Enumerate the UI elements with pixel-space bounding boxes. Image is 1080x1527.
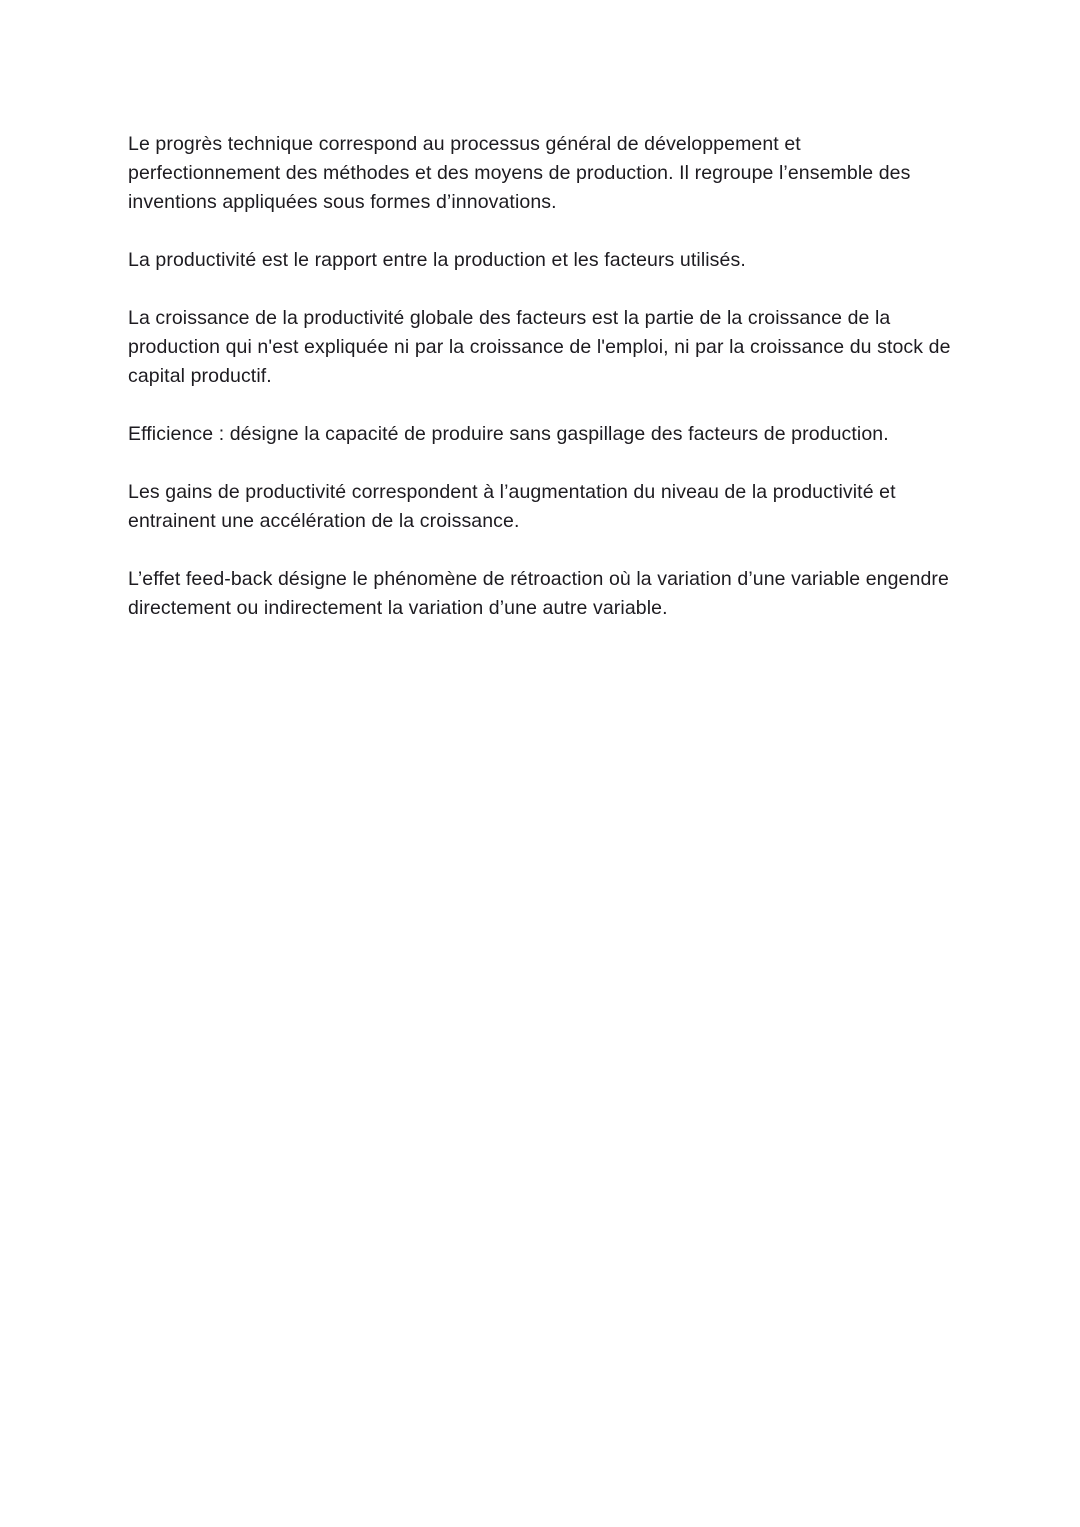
paragraph-progres-technique: Le progrès technique correspond au processus général de développement et perfectionnement des méthodes et des moyens de production. Il regroupe l’ensemble des inventions appliquées sous formes d’innovations. <box>128 133 911 213</box>
paragraph-efficience: Efficience : désigne la capacité de produire sans gaspillage des facteurs de production. <box>128 423 889 445</box>
paragraph-gains-productivite: Les gains de productivité correspondent à l’augmentation du niveau de la productivité et entrainent une accélération de la croissance. <box>128 481 896 532</box>
paragraph-effet-feedback: L’effet feed-back désigne le phénomène de rétroaction où la variation d’une variable engendre directement ou indirectement la variation d’une autre variable. <box>128 568 949 619</box>
document-body <box>128 130 956 652</box>
paragraph-productivite-globale-facteurs: La croissance de la productivité globale des facteurs est la partie de la croissance de la production qui n'est expliquée ni par la croissance de l'emploi, ni par la croissance du stock de capital productif. <box>128 307 951 387</box>
paragraph-productivite: La productivité est le rapport entre la production et les facteurs utilisés. <box>128 249 746 271</box>
